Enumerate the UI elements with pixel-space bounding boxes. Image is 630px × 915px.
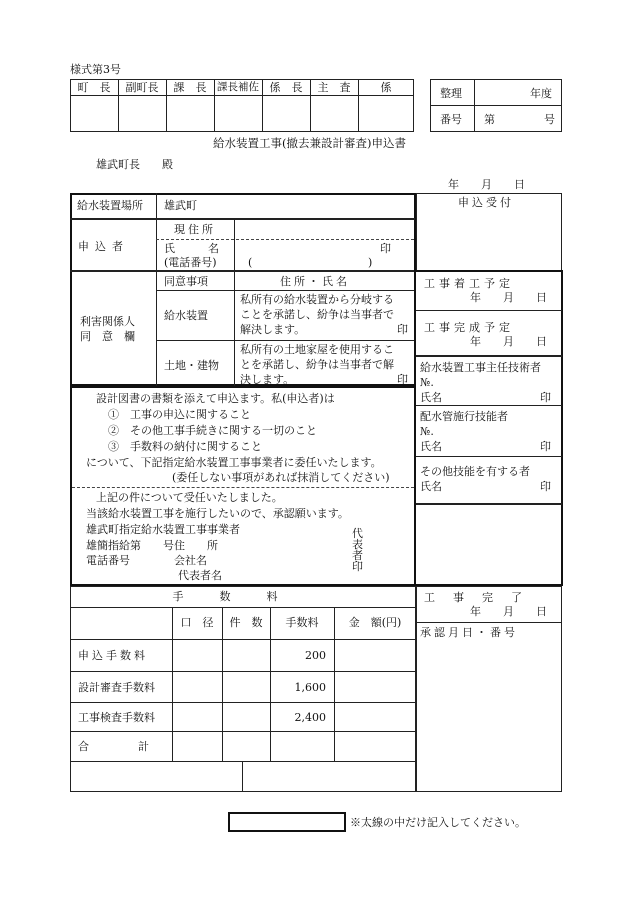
completion-date[interactable]: 年 月 日 — [470, 605, 547, 618]
application-date: 年 月 日 — [448, 178, 525, 191]
addressee: 雄武町長 殿 — [96, 158, 173, 171]
contractor-line5: 電話番号 会社名 — [86, 554, 207, 567]
consent-label-line1: 利害関係人 — [80, 315, 135, 328]
applicant-label: 申込者 — [78, 240, 129, 253]
phone-paren-open: ( — [248, 256, 253, 269]
approval-header-section-chief: 課 長 — [173, 81, 207, 94]
start-schedule-date[interactable]: 年 月 日 — [470, 291, 547, 304]
current-address-field[interactable] — [236, 222, 412, 238]
phone-label: (電話番号) — [164, 256, 217, 269]
phone-field[interactable] — [256, 256, 364, 269]
consent-land-text2: とを承諾し、紛争は当事者で解 — [240, 358, 394, 371]
receipt-label: 申込受付 — [458, 196, 514, 209]
complete-schedule-date[interactable]: 年 月 日 — [470, 335, 547, 348]
fee-row-fee: 1,600 — [294, 681, 326, 694]
chief-engineer-label: 給水装置工事主任技術者 — [420, 361, 541, 374]
fee-row-fee: 200 — [305, 649, 326, 662]
go-label: 号 — [544, 113, 555, 126]
delegation-item2: ② その他工事手続きに関する一切のこと — [108, 424, 317, 437]
contractor-seal: 代表者印 — [352, 527, 363, 573]
fee-col-fee: 手数料 — [285, 616, 319, 629]
completion-label: 工事完了 — [424, 591, 540, 604]
fee-row-fee: 2,400 — [294, 711, 326, 724]
fee-col-diameter: 口 径 — [180, 616, 214, 629]
complete-schedule-label: 工事完成予定 — [424, 321, 514, 334]
approval-header-subsection-chief: 係 長 — [269, 81, 303, 94]
consent-water-text2: ことを承諾し、紛争は当事者で — [240, 308, 394, 321]
start-schedule-label: 工事着工予定 — [424, 277, 514, 290]
delegation-line3: (委任しない事項があれば抹消してください) — [172, 471, 390, 484]
chief-engineer-seal: 印 — [540, 391, 551, 404]
contractor-line3: 雄武町指定給水装置工事事業者 — [86, 523, 240, 536]
fee-col-amount: 金 額(円) — [348, 616, 402, 629]
pipe-worker-no: №. — [420, 425, 434, 438]
consent-water-text3: 解決します。 — [240, 323, 306, 336]
current-address-label: 現住所 — [174, 223, 216, 236]
approval-header-staff: 係 — [380, 81, 392, 94]
fee-row-label: 設計審査手数料 — [78, 681, 155, 694]
consent-land-text1: 私所有の土地家屋を使用するこ — [240, 343, 394, 356]
fee-row-label: 合 計 — [78, 740, 153, 753]
consent-water-seal: 印 — [397, 323, 408, 336]
consent-land-seal: 印 — [397, 373, 408, 386]
delegation-line2: について、下記指定給水装置工事事業者に委任いたします。 — [86, 456, 382, 469]
delegation-item1: ① 工事の申込に関すること — [108, 408, 251, 421]
location-value[interactable]: 雄武町 — [164, 199, 197, 212]
consent-header-item: 同意事項 — [164, 275, 208, 288]
fee-title: 手数料 — [172, 590, 314, 603]
pipe-worker-seal: 印 — [540, 440, 551, 453]
delegation-item3: ③ 手数料の納付に関すること — [108, 440, 262, 453]
approval-header-mayor: 町 長 — [77, 81, 111, 94]
approval-header-deputy-mayor: 副町長 — [125, 81, 159, 94]
chief-engineer-name: 氏名 — [420, 391, 442, 404]
consent-label-line2: 同 意 欄 — [80, 330, 135, 343]
delegation-line1: 設計図書の書類を添えて申込ます。私(申込者)は — [96, 392, 335, 405]
form-number: 様式第3号 — [70, 63, 121, 76]
fee-row-label: 申込手数料 — [78, 649, 148, 662]
consent-land-text3: 決します。 — [240, 373, 295, 386]
name-label: 氏 名 — [164, 242, 219, 255]
consent-land-label: 土地・建物 — [164, 359, 219, 372]
other-skill-seal: 印 — [540, 480, 551, 493]
approval-date-number: 承認月日・番号 — [420, 626, 518, 639]
other-skill-name: 氏名 — [420, 480, 442, 493]
chief-engineer-no: №. — [420, 376, 434, 389]
approval-header-inspector: 主 査 — [317, 81, 351, 94]
page-title: 給水装置工事(撤去兼設計審査)申込書 — [213, 136, 406, 150]
consent-water-label: 給水装置 — [164, 309, 208, 322]
seiri-label: 整理 — [440, 87, 462, 100]
fee-col-count: 件 数 — [229, 616, 263, 629]
schedule-engineer-section — [414, 270, 563, 586]
consent-water-text1: 私所有の給水装置から分岐する — [240, 293, 394, 306]
contractor-line6: 代表者名 — [178, 569, 222, 582]
footer-note: ※太線の中だけ記入してください。 — [350, 816, 526, 829]
consent-header-name: 住所・氏名 — [280, 275, 350, 288]
name-field[interactable] — [236, 241, 376, 255]
pipe-worker-label: 配水管施行技能者 — [420, 410, 508, 423]
bangou-label: 番号 — [440, 113, 462, 126]
location-label: 給水装置場所 — [77, 199, 143, 212]
applicant-seal: 印 — [380, 242, 391, 255]
contractor-line4: 雄簡指給第 号住 所 — [86, 539, 218, 552]
fee-row-label: 工事検査手数料 — [78, 711, 155, 724]
contractor-line2: 当該給水装置工事を施行したいので、承認願います。 — [86, 507, 349, 520]
other-skill-label: その他技能を有する者 — [420, 465, 530, 478]
fiscal-year-label: 年度 — [530, 87, 552, 100]
contractor-line1: 上記の件について受任いたしました。 — [96, 491, 283, 504]
dai-label: 第 — [484, 113, 495, 126]
approval-header-assistant-chief: 課長補佐 — [217, 81, 259, 93]
footer-sample-thick-box — [228, 812, 346, 832]
phone-paren-close: ) — [368, 256, 373, 269]
pipe-worker-name: 氏名 — [420, 440, 442, 453]
